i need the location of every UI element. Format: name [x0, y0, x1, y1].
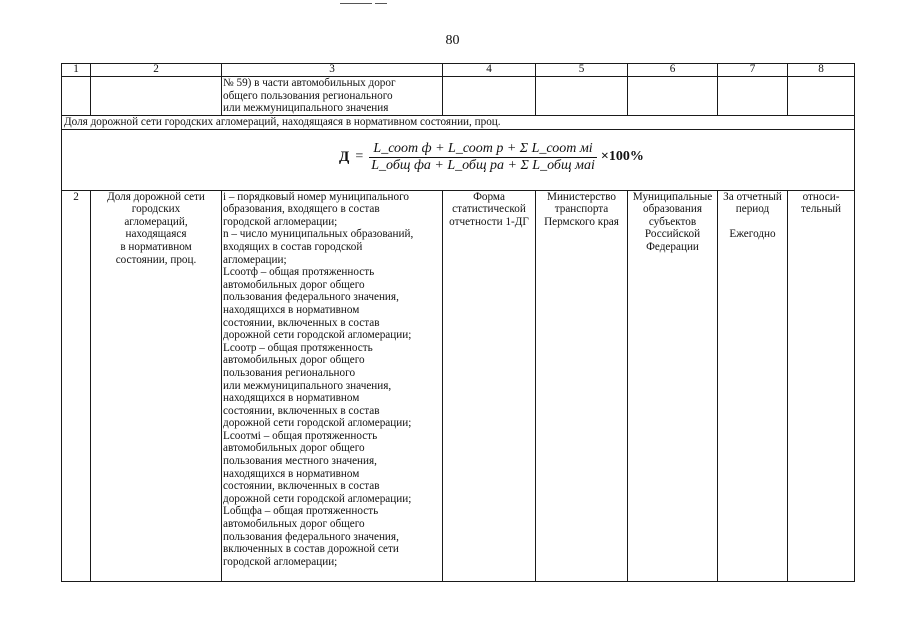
- header-col-4: 4: [443, 64, 536, 77]
- formula-denominator: L_общ фа + L_общ ра + Σ L_общ мai: [371, 158, 595, 174]
- formula-fraction: [369, 140, 597, 174]
- row-number: 2: [62, 190, 91, 581]
- top-rule: [340, 3, 372, 4]
- section-title-row: [62, 116, 855, 130]
- header-col-2: 2: [91, 64, 222, 77]
- aggregation-level: Муниципальные образования субъектов Российской Федерации: [628, 190, 718, 581]
- formula-cell: [62, 129, 855, 190]
- reporting-period: За отчетный период Ежегодно: [718, 190, 788, 581]
- formula: [339, 140, 644, 174]
- header-row: [62, 64, 855, 77]
- indicator-table: [61, 63, 855, 582]
- header-col-1: 1: [62, 64, 91, 77]
- continuation-text: № 59) в части автомобильных дорог общего пользования регионального или межмуниципального значения: [222, 77, 443, 116]
- header-col-7: 7: [718, 64, 788, 77]
- formula-lhs: Д: [339, 149, 350, 166]
- formula-row: [62, 129, 855, 190]
- header-col-3: 3: [222, 64, 443, 77]
- header-col-6: 6: [628, 64, 718, 77]
- unit-type: относи- тельный: [788, 190, 855, 581]
- indicator-row: [62, 190, 855, 581]
- header-col-5: 5: [536, 64, 628, 77]
- data-source: Форма статистической отчетности 1-ДГ: [443, 190, 536, 581]
- indicator-name: Доля дорожной сети городских агломераций, находящаяся в нормативном состоянии, проц.: [91, 190, 222, 581]
- formula-numerator: L_соот ф + L_соот р + Σ L_соот мi: [373, 140, 593, 156]
- formula-equals: =: [355, 149, 364, 165]
- top-rule-short: [375, 3, 387, 4]
- continuation-row: [62, 77, 855, 116]
- formula-multiplier: ×100%: [600, 149, 644, 165]
- page-number: 80: [445, 33, 460, 48]
- header-col-8: 8: [788, 64, 855, 77]
- responsible-body: Министерство транспорта Пермского края: [536, 190, 628, 581]
- section-title: Доля дорожной сети городских агломераций, находящаяся в нормативном состоянии, проц.: [62, 116, 855, 130]
- indicator-description: i – порядковый номер муниципального образования, входящего в состав городской агломерации; n – число муниципальных образований, входящих в состав городской агломерации; Lсоотф – общая протяженность автомобильных дорог общего пользования федерального значения, находящихся в нормативном состоянии, включенных в состав дорожной сети городской агломерации; Lсоотр – общая протяженность автомобильных дорог общего пользования регионального или межмуниципального значения, находящихся в нормативном состоянии, включенных в состав дорожной сети городской агломерации; Lсоотмi – общая протяженность автомобильных дорог общего пользования местного значения, находящихся в нормативном состоянии, включенных в состав дорожной сети городской агломерации; Lобщфа – общая протяженность автомобильных дорог общего пользования федерального значения, включенных в состав дорожной сети городской агломерации;: [222, 190, 443, 581]
